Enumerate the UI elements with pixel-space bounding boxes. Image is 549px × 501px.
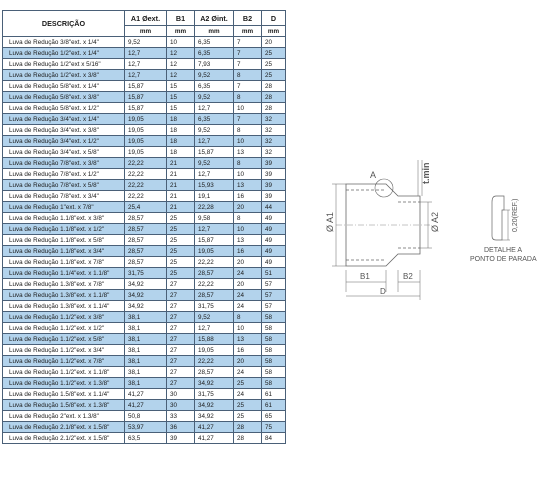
cell-d: 58 — [262, 367, 286, 378]
cell-b1: 12 — [167, 70, 195, 81]
label-detail-subtitle: PONTO DE PARADA — [470, 256, 537, 263]
detail-a-view — [492, 196, 510, 240]
cell-b1: 27 — [167, 378, 195, 389]
cell-a2: 15,87 — [195, 235, 234, 246]
cell-b2: 16 — [234, 191, 262, 202]
cell-b2: 13 — [234, 147, 262, 158]
table-row — [3, 257, 286, 268]
cell-b1: 25 — [167, 213, 195, 224]
cell-b1: 25 — [167, 246, 195, 257]
cell-a2: 28,57 — [195, 367, 234, 378]
table-row — [3, 125, 286, 136]
cell-b2: 8 — [234, 312, 262, 323]
cell-a2: 28,57 — [195, 268, 234, 279]
cell-a1: 38,1 — [125, 378, 167, 389]
cell-b1: 12 — [167, 59, 195, 70]
cell-desc: Luva de Redução 1.1/2"ext. x 7/8" — [3, 356, 125, 367]
cell-a2: 41,27 — [195, 433, 234, 444]
cell-a2: 12,7 — [195, 224, 234, 235]
table-row — [3, 334, 286, 345]
cell-b2: 8 — [234, 70, 262, 81]
cell-b1: 15 — [167, 92, 195, 103]
cell-d: 28 — [262, 81, 286, 92]
cell-desc: Luva de Redução 5/8"ext. x 1/2" — [3, 103, 125, 114]
cell-b1: 21 — [167, 158, 195, 169]
cell-b1: 25 — [167, 235, 195, 246]
cell-a2: 15,93 — [195, 180, 234, 191]
cell-desc: Luva de Redução 1.1/8"ext. x 3/8" — [3, 213, 125, 224]
table-row — [3, 81, 286, 92]
cell-d: 39 — [262, 158, 286, 169]
cell-a2: 41,27 — [195, 422, 234, 433]
cell-a2: 19,05 — [195, 345, 234, 356]
table-row — [3, 367, 286, 378]
cell-b1: 27 — [167, 334, 195, 345]
cell-d: 75 — [262, 422, 286, 433]
cell-b2: 24 — [234, 367, 262, 378]
table-row — [3, 147, 286, 158]
cell-d: 84 — [262, 433, 286, 444]
cell-a1: 28,57 — [125, 246, 167, 257]
label-d: D — [380, 287, 386, 296]
cell-desc: Luva de Redução 1.1/8"ext. x 7/8" — [3, 257, 125, 268]
cell-b2: 25 — [234, 378, 262, 389]
cell-d: 57 — [262, 279, 286, 290]
cell-a1: 15,87 — [125, 103, 167, 114]
table-row — [3, 37, 286, 48]
cell-b2: 28 — [234, 422, 262, 433]
cell-desc: Luva de Redução 1/2"ext. x 3/8" — [3, 70, 125, 81]
cell-a2: 34,92 — [195, 411, 234, 422]
cell-a2: 28,57 — [195, 290, 234, 301]
label-detail-a-marker: A — [370, 170, 377, 180]
cell-a1: 25,4 — [125, 202, 167, 213]
cell-b1: 18 — [167, 147, 195, 158]
table-row — [3, 92, 286, 103]
table-row — [3, 268, 286, 279]
cell-d: 58 — [262, 323, 286, 334]
cell-b2: 10 — [234, 323, 262, 334]
cell-b1: 18 — [167, 125, 195, 136]
cell-a1: 19,05 — [125, 114, 167, 125]
cell-b2: 10 — [234, 136, 262, 147]
cell-a1: 53,97 — [125, 422, 167, 433]
cell-desc: Luva de Redução 2.1/8"ext. x 1.5/8" — [3, 422, 125, 433]
cell-b2: 20 — [234, 202, 262, 213]
cell-a1: 22,22 — [125, 158, 167, 169]
cell-b2: 24 — [234, 389, 262, 400]
table-row — [3, 191, 286, 202]
cell-b2: 13 — [234, 180, 262, 191]
cell-d: 25 — [262, 59, 286, 70]
table-row — [3, 312, 286, 323]
table-row — [3, 213, 286, 224]
header-d: D — [262, 11, 286, 26]
cell-d: 58 — [262, 356, 286, 367]
label-ref: 0,20(REF.) — [512, 198, 519, 232]
cell-d: 20 — [262, 37, 286, 48]
cell-b1: 33 — [167, 411, 195, 422]
cell-a2: 15,87 — [195, 147, 234, 158]
cell-b2: 8 — [234, 92, 262, 103]
cell-a1: 34,92 — [125, 290, 167, 301]
cell-a2: 6,35 — [195, 37, 234, 48]
cell-b2: 10 — [234, 224, 262, 235]
cell-d: 49 — [262, 246, 286, 257]
cell-desc: Luva de Redução 1.3/8"ext. x 7/8" — [3, 279, 125, 290]
cell-b1: 27 — [167, 356, 195, 367]
cell-a2: 9,58 — [195, 213, 234, 224]
cell-b2: 8 — [234, 125, 262, 136]
cell-desc: Luva de Redução 1.1/2"ext. x 3/8" — [3, 312, 125, 323]
cell-b1: 15 — [167, 81, 195, 92]
cell-desc: Luva de Redução 3/4"ext. x 1/4" — [3, 114, 125, 125]
unit-d: mm — [262, 26, 286, 37]
cell-d: 39 — [262, 169, 286, 180]
cell-a1: 38,1 — [125, 367, 167, 378]
cell-b1: 27 — [167, 345, 195, 356]
cell-a1: 50,8 — [125, 411, 167, 422]
cell-d: 58 — [262, 345, 286, 356]
cell-a1: 12,7 — [125, 59, 167, 70]
header-b1: B1 — [167, 11, 195, 26]
cell-b1: 21 — [167, 180, 195, 191]
table-row — [3, 345, 286, 356]
cell-a1: 38,1 — [125, 323, 167, 334]
cell-desc: Luva de Redução 2"ext. x 1.3/8" — [3, 411, 125, 422]
cell-b2: 24 — [234, 268, 262, 279]
cell-b1: 30 — [167, 389, 195, 400]
cell-b2: 16 — [234, 345, 262, 356]
cell-a2: 31,75 — [195, 389, 234, 400]
label-detail-title: DETALHE A — [484, 247, 522, 254]
cell-a1: 38,1 — [125, 334, 167, 345]
cell-desc: Luva de Redução 7/8"ext. x 1/2" — [3, 169, 125, 180]
table-row — [3, 48, 286, 59]
table-row — [3, 169, 286, 180]
cell-d: 39 — [262, 180, 286, 191]
cell-a1: 28,57 — [125, 235, 167, 246]
cell-desc: Luva de Redução 1.1/2"ext. x 3/4" — [3, 345, 125, 356]
table-row — [3, 356, 286, 367]
cell-a1: 15,87 — [125, 81, 167, 92]
table-row — [3, 378, 286, 389]
cell-desc: Luva de Redução 1.1/2"ext. x 1.3/8" — [3, 378, 125, 389]
cell-a1: 38,1 — [125, 356, 167, 367]
table-row — [3, 59, 286, 70]
table-row — [3, 235, 286, 246]
cell-a2: 22,28 — [195, 202, 234, 213]
cell-d: 57 — [262, 301, 286, 312]
cell-desc: Luva de Redução 2.1/2"ext. x 1.5/8" — [3, 433, 125, 444]
cell-b2: 20 — [234, 356, 262, 367]
cell-a1: 19,05 — [125, 147, 167, 158]
cell-desc: Luva de Redução 3/8"ext. x 1/4" — [3, 37, 125, 48]
unit-b2: mm — [234, 26, 262, 37]
table-row — [3, 290, 286, 301]
cell-b1: 21 — [167, 191, 195, 202]
cell-a2: 22,22 — [195, 257, 234, 268]
cell-desc: Luva de Redução 3/4"ext. x 3/8" — [3, 125, 125, 136]
cell-a2: 12,7 — [195, 169, 234, 180]
cell-b2: 24 — [234, 301, 262, 312]
cell-desc: Luva de Redução 1.3/8"ext. x 1.1/4" — [3, 301, 125, 312]
cell-b2: 7 — [234, 37, 262, 48]
cell-a1: 31,75 — [125, 268, 167, 279]
cell-a1: 28,57 — [125, 257, 167, 268]
cell-d: 51 — [262, 268, 286, 279]
cell-desc: Luva de Redução 1.1/8"ext. x 3/4" — [3, 246, 125, 257]
table-row — [3, 323, 286, 334]
cell-b2: 20 — [234, 279, 262, 290]
cell-d: 58 — [262, 378, 286, 389]
cell-a1: 28,57 — [125, 213, 167, 224]
cell-a1: 41,27 — [125, 389, 167, 400]
cell-d: 39 — [262, 191, 286, 202]
cell-a2: 31,75 — [195, 301, 234, 312]
table-row — [3, 400, 286, 411]
table-row — [3, 301, 286, 312]
table-row — [3, 279, 286, 290]
cell-desc: Luva de Redução 1.1/2"ext. x 5/8" — [3, 334, 125, 345]
cell-b2: 8 — [234, 213, 262, 224]
label-b1: B1 — [360, 272, 370, 281]
cell-a1: 28,57 — [125, 224, 167, 235]
cell-desc: Luva de Redução 3/4"ext. x 5/8" — [3, 147, 125, 158]
cell-a2: 34,92 — [195, 400, 234, 411]
cell-desc: Luva de Redução 1/2"ext x 5/16" — [3, 59, 125, 70]
unit-a2: mm — [195, 26, 234, 37]
cell-b2: 10 — [234, 103, 262, 114]
cell-b2: 25 — [234, 400, 262, 411]
cell-b1: 27 — [167, 279, 195, 290]
cell-b1: 27 — [167, 312, 195, 323]
cell-b1: 15 — [167, 103, 195, 114]
cell-d: 44 — [262, 202, 286, 213]
table-row — [3, 433, 286, 444]
table-row — [3, 411, 286, 422]
cell-b2: 7 — [234, 81, 262, 92]
cell-a1: 19,05 — [125, 136, 167, 147]
cell-d: 25 — [262, 48, 286, 59]
cell-b1: 25 — [167, 257, 195, 268]
cell-b1: 27 — [167, 290, 195, 301]
unit-b1: mm — [167, 26, 195, 37]
label-a1: Ø A1 — [325, 211, 335, 232]
fitting-outline — [346, 179, 420, 266]
cell-d: 49 — [262, 213, 286, 224]
cell-a2: 22,22 — [195, 279, 234, 290]
cell-a2: 22,22 — [195, 356, 234, 367]
cell-b1: 21 — [167, 169, 195, 180]
cell-b1: 27 — [167, 367, 195, 378]
cell-a1: 38,1 — [125, 345, 167, 356]
cell-a1: 34,92 — [125, 301, 167, 312]
cell-d: 32 — [262, 147, 286, 158]
cell-d: 49 — [262, 235, 286, 246]
cell-a2: 7,93 — [195, 59, 234, 70]
cell-a2: 9,52 — [195, 92, 234, 103]
cell-b2: 7 — [234, 59, 262, 70]
cell-a2: 9,52 — [195, 312, 234, 323]
header-a2: A2 Øint. — [195, 11, 234, 26]
cell-a2: 9,52 — [195, 125, 234, 136]
cell-a1: 63,5 — [125, 433, 167, 444]
cell-b2: 10 — [234, 169, 262, 180]
cell-desc: Luva de Redução 7/8"ext. x 5/8" — [3, 180, 125, 191]
cell-desc: Luva de Redução 1.1/8"ext. x 1/2" — [3, 224, 125, 235]
cell-b1: 21 — [167, 202, 195, 213]
cell-a2: 9,52 — [195, 70, 234, 81]
cell-d: 32 — [262, 114, 286, 125]
cell-a2: 12,7 — [195, 136, 234, 147]
cell-a2: 6,35 — [195, 114, 234, 125]
header-b2: B2 — [234, 11, 262, 26]
table-row — [3, 70, 286, 81]
cell-b1: 27 — [167, 323, 195, 334]
cell-desc: Luva de Redução 7/8"ext. x 3/8" — [3, 158, 125, 169]
cell-desc: Luva de Redução 1.5/8"ext. x 1.3/8" — [3, 400, 125, 411]
cell-a2: 12,7 — [195, 323, 234, 334]
cell-desc: Luva de Redução 5/8"ext. x 1/4" — [3, 81, 125, 92]
table-row — [3, 180, 286, 191]
cell-b2: 25 — [234, 411, 262, 422]
cell-d: 25 — [262, 70, 286, 81]
label-b2: B2 — [403, 272, 413, 281]
cell-desc: Luva de Redução 1.1/2"ext. x 1.1/8" — [3, 367, 125, 378]
cell-desc: Luva de Redução 1.1/8"ext. x 5/8" — [3, 235, 125, 246]
cell-b1: 30 — [167, 400, 195, 411]
cell-b2: 24 — [234, 290, 262, 301]
cell-d: 28 — [262, 92, 286, 103]
cell-a1: 22,22 — [125, 180, 167, 191]
cell-desc: Luva de Redução 3/4"ext. x 1/2" — [3, 136, 125, 147]
cell-b2: 13 — [234, 235, 262, 246]
cell-d: 61 — [262, 400, 286, 411]
cell-b2: 20 — [234, 257, 262, 268]
cell-desc: Luva de Redução 1.5/8"ext. x 1.1/4" — [3, 389, 125, 400]
cell-d: 61 — [262, 389, 286, 400]
cell-d: 65 — [262, 411, 286, 422]
table-row — [3, 136, 286, 147]
cell-b2: 16 — [234, 246, 262, 257]
cell-b1: 18 — [167, 114, 195, 125]
table-row — [3, 158, 286, 169]
cell-b2: 7 — [234, 48, 262, 59]
cell-desc: Luva de Redução 1/2"ext. x 1/4" — [3, 48, 125, 59]
table-row — [3, 114, 286, 125]
table-body — [3, 37, 286, 444]
table-row — [3, 389, 286, 400]
table-header-row — [3, 11, 286, 26]
cell-b1: 36 — [167, 422, 195, 433]
cell-desc: Luva de Redução 5/8"ext. x 3/8" — [3, 92, 125, 103]
cell-a1: 41,27 — [125, 400, 167, 411]
cell-b2: 28 — [234, 433, 262, 444]
cell-d: 28 — [262, 103, 286, 114]
cell-desc: Luva de Redução 1"ext. x 7/8" — [3, 202, 125, 213]
cell-d: 32 — [262, 136, 286, 147]
cell-b1: 39 — [167, 433, 195, 444]
cell-b1: 25 — [167, 224, 195, 235]
dimension-lines — [332, 160, 432, 300]
table-row — [3, 224, 286, 235]
cell-b2: 8 — [234, 158, 262, 169]
cell-a1: 38,1 — [125, 312, 167, 323]
cell-a2: 9,52 — [195, 158, 234, 169]
table-row — [3, 422, 286, 433]
cell-a2: 19,05 — [195, 246, 234, 257]
cell-d: 57 — [262, 290, 286, 301]
cell-a2: 6,35 — [195, 48, 234, 59]
cell-b2: 7 — [234, 114, 262, 125]
cell-d: 49 — [262, 224, 286, 235]
cell-b1: 18 — [167, 136, 195, 147]
cell-a1: 15,87 — [125, 92, 167, 103]
cell-a1: 22,22 — [125, 169, 167, 180]
cell-a1: 9,52 — [125, 37, 167, 48]
cell-a2: 6,35 — [195, 81, 234, 92]
cell-a1: 34,92 — [125, 279, 167, 290]
cell-d: 49 — [262, 257, 286, 268]
cell-desc: Luva de Redução 1.1/2"ext. x 1/2" — [3, 323, 125, 334]
cell-a1: 19,05 — [125, 125, 167, 136]
cell-b1: 27 — [167, 301, 195, 312]
cell-b1: 25 — [167, 268, 195, 279]
cell-desc: Luva de Redução 1.1/4"ext. x 1.1/8" — [3, 268, 125, 279]
table-row — [3, 202, 286, 213]
cell-d: 58 — [262, 334, 286, 345]
cell-d: 58 — [262, 312, 286, 323]
cell-desc: Luva de Redução 7/8"ext. x 3/4" — [3, 191, 125, 202]
cell-a2: 15,88 — [195, 334, 234, 345]
unit-a1: mm — [125, 26, 167, 37]
spec-table — [2, 10, 286, 444]
cell-b1: 12 — [167, 48, 195, 59]
cell-desc: Luva de Redução 1.3/8"ext. x 1.1/8" — [3, 290, 125, 301]
header-descricao: DESCRIÇÃO — [3, 11, 125, 37]
cell-a2: 12,7 — [195, 103, 234, 114]
cell-d: 32 — [262, 125, 286, 136]
label-t-min: t.min — [421, 162, 431, 184]
table-row — [3, 246, 286, 257]
cell-a1: 22,22 — [125, 191, 167, 202]
label-a2: Ø A2 — [430, 211, 440, 232]
table-row — [3, 103, 286, 114]
cell-a2: 19,1 — [195, 191, 234, 202]
header-a1: A1 Øext. — [125, 11, 167, 26]
cell-a1: 12,7 — [125, 48, 167, 59]
cell-b2: 13 — [234, 334, 262, 345]
cell-a1: 12,7 — [125, 70, 167, 81]
cell-b1: 10 — [167, 37, 195, 48]
technical-drawing — [318, 140, 543, 300]
cell-a2: 34,92 — [195, 378, 234, 389]
